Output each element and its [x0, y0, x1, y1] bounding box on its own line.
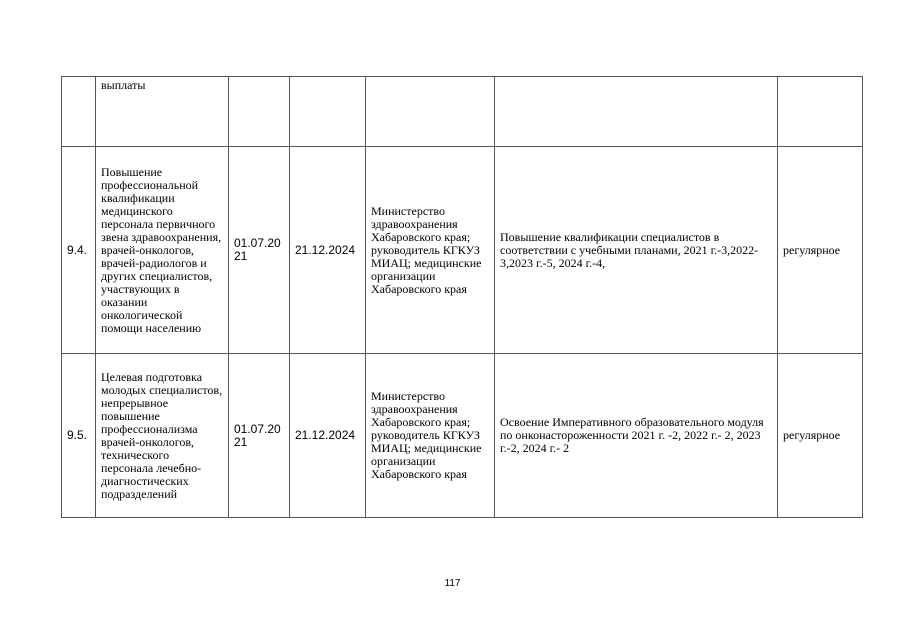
table-row: [62, 147, 863, 354]
end-date-cell: 21.12.2024: [290, 147, 366, 354]
character-cell: регулярное: [778, 147, 863, 354]
end-date-cell: 21.12.2024: [290, 354, 366, 518]
activities-table: [61, 76, 863, 518]
start-date-cell: 01.07.20 21: [229, 147, 290, 354]
end-date-cell: [290, 77, 366, 147]
result-cell: Повышение квалификации специалистов в соответствии с учебными планами, 2021 г.-3,2022-3,2023 г.-5, 2024 г.-4,: [495, 147, 778, 354]
measure-cell: Целевая подготовка молодых специалистов, непрерывное повышение профессионализма врачей-онкологов, технического персонала лечебно-диагностических подразделений: [96, 354, 229, 518]
row-number-cell: 9.4.: [62, 147, 96, 354]
start-date-cell: [229, 77, 290, 147]
result-cell: [495, 77, 778, 147]
responsible-cell: [366, 77, 495, 147]
page-number: 117: [444, 578, 461, 589]
measure-cell: выплаты: [96, 77, 229, 147]
responsible-cell: Министерство здравоохранения Хабаровского края; руководитель КГКУЗ МИАЦ; медицинские организации Хабаровского края: [366, 354, 495, 518]
result-cell: Освоение Императивного образовательного модуля по онконастороженности 2021 г. -2, 2022 г.- 2, 2023 г.-2, 2024 г.- 2: [495, 354, 778, 518]
responsible-cell: Министерство здравоохранения Хабаровского края; руководитель КГКУЗ МИАЦ; медицинские организации Хабаровского края: [366, 147, 495, 354]
row-number-cell: [62, 77, 96, 147]
character-cell: регулярное: [778, 354, 863, 518]
character-cell: [778, 77, 863, 147]
table-row: [62, 77, 863, 147]
row-number-cell: 9.5.: [62, 354, 96, 518]
start-date-cell: 01.07.20 21: [229, 354, 290, 518]
table-row: [62, 354, 863, 518]
measure-cell: Повышение профессиональной квалификации медицинского персонала первичного звена здравоохранения, врачей-онкологов, врачей-радиологов и других специалистов, участвующих в оказании онкологической помощи населению: [96, 147, 229, 354]
